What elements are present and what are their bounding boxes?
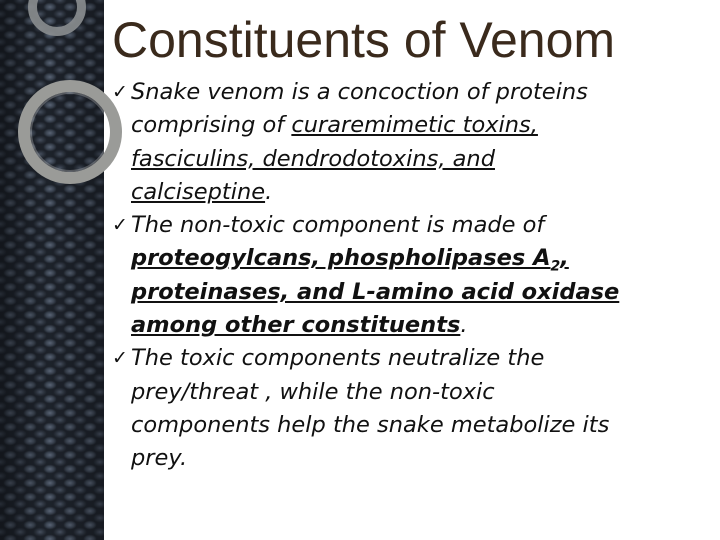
bullet-text: comprising of xyxy=(131,112,292,139)
bullet-line xyxy=(131,109,712,142)
bullet-line xyxy=(131,242,712,275)
bullet-text: . xyxy=(265,178,273,205)
slide-title: Constituents of Venom xyxy=(112,12,616,68)
bullet-line: prey/threat , while the non-toxic xyxy=(131,378,495,405)
bullet-item xyxy=(112,342,712,475)
decorative-ring xyxy=(18,80,122,184)
bullet-line: The toxic components neutralize the xyxy=(131,345,545,372)
bold-term: proteinases, and L-amino acid oxidase xyxy=(131,278,620,305)
checkmark-icon: ✓ xyxy=(112,81,128,103)
bold-term: , xyxy=(560,245,569,272)
underlined-term: calciseptine xyxy=(131,178,266,205)
bullet-line xyxy=(131,309,712,342)
slide-body xyxy=(112,76,712,476)
underlined-term: curaremimetic toxins, xyxy=(291,112,538,139)
checkmark-icon: ✓ xyxy=(112,347,128,370)
bullet-line: prey. xyxy=(131,445,188,472)
checkmark-icon: ✓ xyxy=(112,214,128,237)
bullet-text: . xyxy=(460,312,468,339)
underlined-term: fasciculins, dendrodotoxins, and xyxy=(131,145,495,172)
bullet-line xyxy=(131,76,712,109)
bold-term: proteogylcans, phospholipases A xyxy=(131,245,551,272)
bullet-line xyxy=(131,176,712,209)
bullet-line: The non-toxic component is made of xyxy=(131,212,545,239)
subscript: 2 xyxy=(550,258,561,275)
bullet-item xyxy=(112,76,712,209)
side-strip-shade xyxy=(0,0,104,540)
bold-term: among other constituents xyxy=(131,312,461,339)
bullet-item xyxy=(112,209,712,342)
bullet-text: Snake venom is a concoction of proteins xyxy=(131,79,588,105)
bullet-line: components help the snake metabolize its xyxy=(131,411,610,438)
